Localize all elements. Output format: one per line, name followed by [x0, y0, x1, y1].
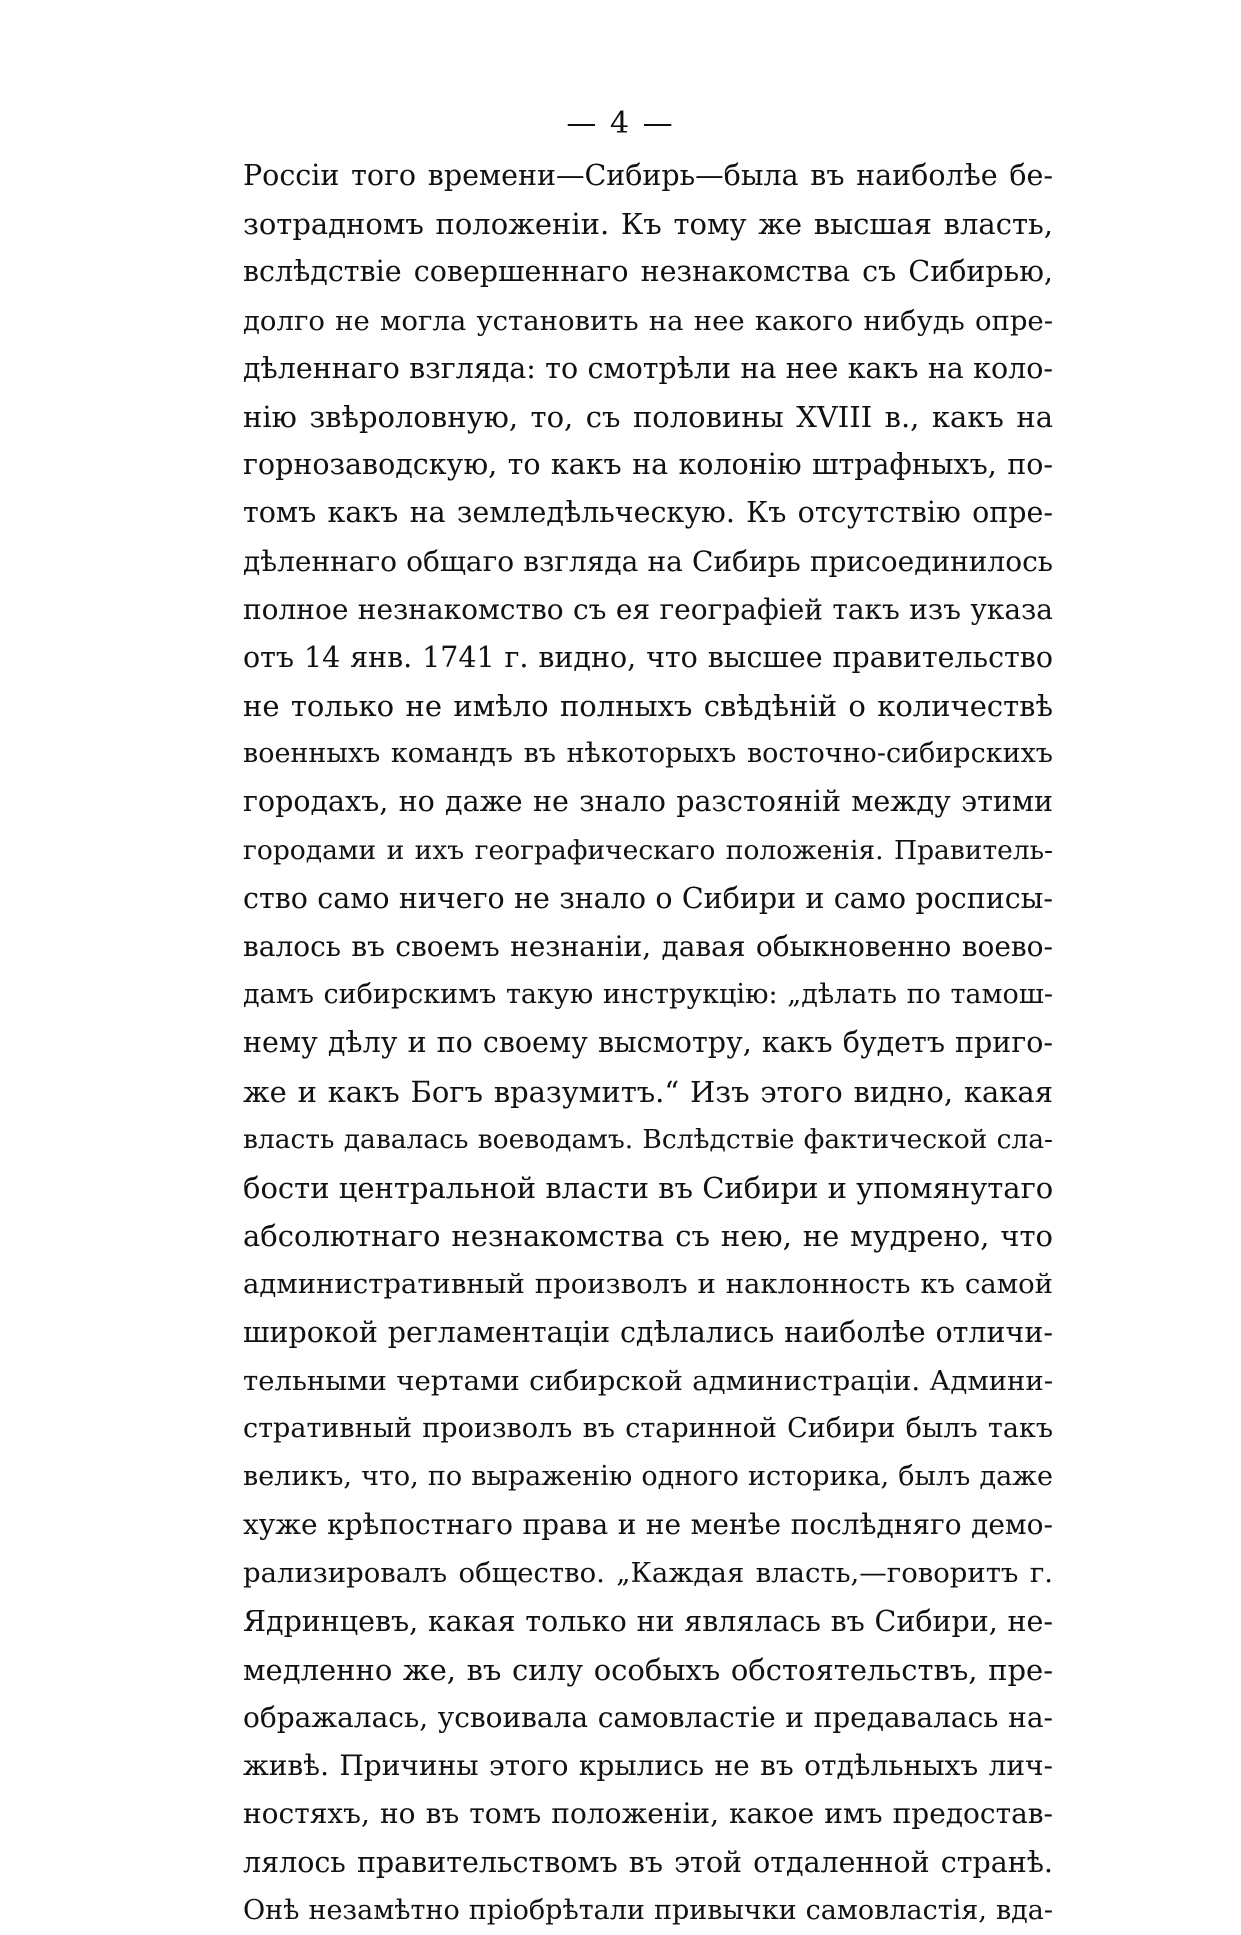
- text-line: городами и ихъ географическаго положенiя. Правитель-: [243, 834, 1053, 866]
- text-line: абсолютнаго незнакомства съ нею, не мудрено, что: [243, 1219, 1053, 1254]
- text-line: зотрадномъ положенiи. Къ тому же высшая власть,: [243, 207, 1053, 242]
- text-line: городахъ, но даже не знало разстоянiй между этими: [243, 785, 1053, 819]
- text-line: медленно же, въ силу особыхъ обстоятельствъ, пре-: [243, 1652, 1053, 1687]
- text-line: административный произволъ и наклонность къ самой: [243, 1268, 1053, 1301]
- text-line: горнозаводскую, то какъ на колонiю штрафныхъ, по-: [243, 448, 1053, 482]
- text-line: отъ 14 янв. 1741 г. видно, что высшее правительство: [243, 640, 1053, 674]
- text-line: ображалась, усвоивала самовластiе и предавалась на-: [243, 1701, 1053, 1734]
- text-line: военныхъ командъ въ нѣкоторыхъ восточно-сибирскихъ: [243, 738, 1053, 770]
- text-line: рализировалъ общество. „Каждая власть,—говоритъ г.: [243, 1557, 1053, 1590]
- text-line: же и какъ Богъ вразумитъ.“ Изъ этого видно, какая: [243, 1074, 1053, 1109]
- text-line: лялось правительствомъ въ этой отдаленной странѣ.: [243, 1845, 1053, 1879]
- text-line: вслѣдствiе совершеннаго незнакомства съ Сибирью,: [243, 255, 1053, 289]
- text-line: Онѣ незамѣтно прiобрѣтали привычки самовластiя, вда-: [243, 1894, 1053, 1926]
- text-line: ностяхъ, но въ томъ положенiи, какое имъ предостав-: [243, 1797, 1053, 1831]
- text-line: дамъ сибирскимъ такую инструкцiю: „дѣлать по тамош-: [243, 979, 1053, 1011]
- text-line: полное незнакомство съ ея географiей такъ изъ указа: [243, 592, 1053, 626]
- text-line: нiю звѣроловную, то, съ половины XVIII в., какъ на: [243, 399, 1053, 434]
- text-line: бости центральной власти въ Сибири и упомянутаго: [243, 1170, 1053, 1205]
- text-line: хуже крѣпостнаго права и не менѣе послѣдняго демо-: [243, 1508, 1053, 1542]
- text-line: томъ какъ на земледѣльческую. Къ отсутствiю опре-: [243, 496, 1053, 530]
- text-line: долго не могла установить на нее какого нибудь опре-: [243, 304, 1053, 337]
- text-line: ство само ничего не знало о Сибири и само росписы-: [243, 881, 1053, 915]
- text-line: стративный произволъ въ старинной Сибири былъ такъ: [243, 1412, 1053, 1444]
- text-line: широкой регламентацiи сдѣлались наиболѣе отличи-: [243, 1315, 1053, 1349]
- text-line: тельными чертами сибирской администрацiи. Админи-: [243, 1364, 1053, 1397]
- page-number: — 4 —: [566, 106, 675, 141]
- text-line: не только не имѣло полныхъ свѣдѣнiй о количествѣ: [243, 689, 1053, 724]
- text-line: великъ, что, по выраженiю одного историка, былъ даже: [243, 1461, 1053, 1493]
- text-line: власть давалась воеводамъ. Вслѣдствiе фактической сла-: [243, 1123, 1053, 1155]
- text-line: дѣленнаго общаго взгляда на Сибирь присоединилось: [243, 544, 1053, 578]
- text-line: живѣ. Причины этого крылись не въ отдѣльныхъ лич-: [243, 1749, 1053, 1783]
- text-line: Россiи того времени—Сибирь—была въ наиболѣе бе-: [243, 159, 1053, 192]
- text-line: дѣленнаго взгляда: то смотрѣли на нее какъ на коло-: [243, 351, 1053, 385]
- text-line: нему дѣлу и по своему высмотру, какъ будетъ приго-: [243, 1026, 1053, 1060]
- text-line: Ядринцевъ, какая только ни являлась въ Сибири, не-: [243, 1604, 1053, 1638]
- text-line: валось въ своемъ незнанiи, давая обыкновенно воево-: [243, 930, 1053, 963]
- body-text: [243, 152, 1053, 1935]
